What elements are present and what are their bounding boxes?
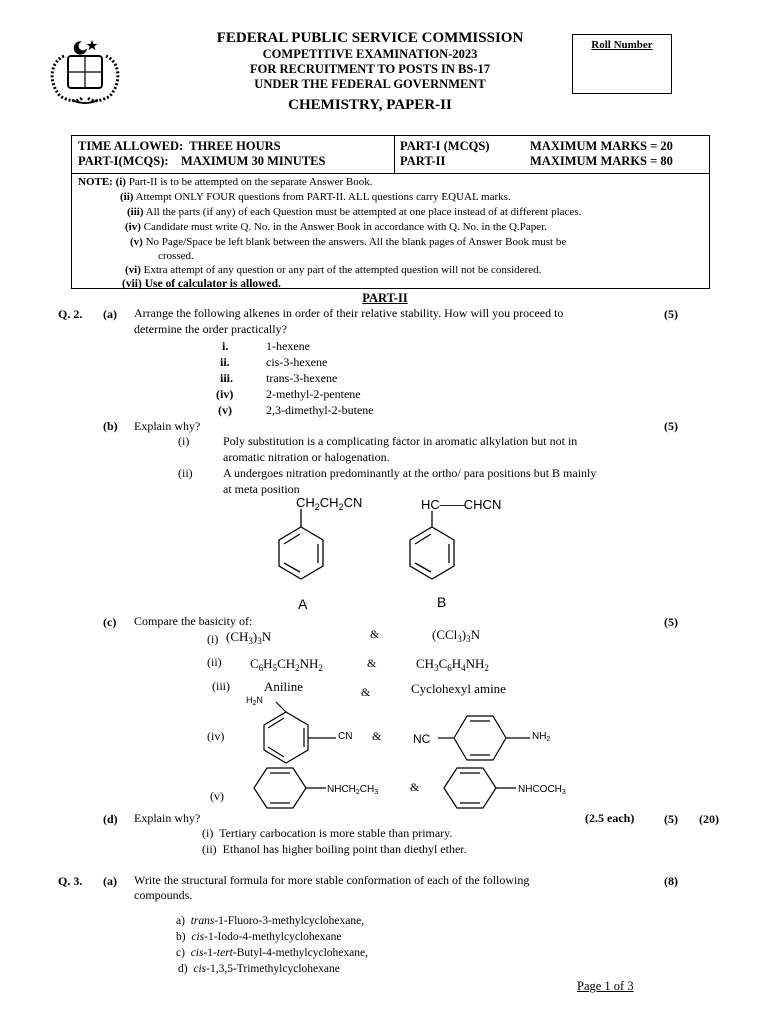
q2d-marks: (5)	[664, 812, 678, 826]
q2c-v-num: (v)	[210, 789, 224, 803]
ampersand: &	[372, 729, 382, 743]
struct-a-substituent: $CH_2CH_2CN$	[296, 495, 363, 512]
roll-number-label: Roll Number	[591, 39, 653, 51]
time-allowed: TIME ALLOWED: THREE HOURS	[78, 139, 281, 153]
q3a-text-2: compounds.	[134, 888, 193, 902]
q2-total-marks: (20)	[699, 812, 719, 826]
q3-item-c: c) cis-1-tert-Butyl-4-methylcyclohexane,	[176, 947, 368, 959]
q2a-text-2: determine the order practically?	[134, 322, 287, 336]
note-4: (iv) Candidate must write Q. No. in the Answer Book in accordance with Q. No. in the Q.Paper.	[125, 221, 547, 233]
ampersand: &	[410, 780, 420, 794]
q2-number: Q. 2.	[58, 307, 83, 321]
ampersand: &	[367, 656, 377, 670]
q2c-iii-num: (iii)	[212, 679, 230, 693]
q2b-marks: (5)	[664, 419, 678, 433]
note-7: (vii) Use of calculator is allowed.	[122, 278, 281, 290]
q2b-label: (b)	[103, 419, 118, 433]
q2c-marks: (5)	[664, 615, 678, 629]
q2c-i-num: (i)	[207, 632, 219, 646]
ampersand: &	[361, 685, 371, 699]
label-nhcoch3: $NHCOCH_3$	[518, 784, 566, 796]
note-3: (iii) All the parts (if any) of each Question must be attempted at one place instead of at different places.	[127, 206, 582, 218]
q3a-text-1: Write the structural formula for more stable conformation of each of the following	[134, 873, 530, 887]
label-nhch2ch3: $NHCH_2CH_3$	[327, 784, 379, 796]
q2b-ii-text-1: A undergoes nitration predominantly at the ortho/ para positions but B mainly	[223, 466, 597, 480]
c-ii-b: $CH_3C_6H_4NH_2$	[416, 656, 489, 673]
q2a-label: (a)	[103, 307, 117, 321]
note-2: (ii) Attempt ONLY FOUR questions from PART-II. ALL questions carry EQUAL marks.	[120, 191, 511, 203]
instructions-box	[71, 135, 710, 289]
struct-a-label: A	[298, 596, 308, 612]
q3a-marks: (8)	[664, 874, 678, 888]
part-ii-title: PART-II	[362, 291, 408, 305]
q2b-ii-text-2: at meta position	[223, 482, 300, 496]
exam-title: COMPETITIVE EXAMINATION-2023	[262, 47, 478, 61]
aromatic-amine-structures	[240, 690, 580, 820]
q2c-text: Compare the basicity of:	[134, 614, 253, 628]
c-ii-a: $C_6H_5CH_2NH_2$	[250, 656, 323, 673]
q2c-ii-num: (ii)	[207, 655, 222, 669]
ampersand: &	[370, 627, 380, 641]
struct-b-substituent: HC——CHCN	[421, 497, 502, 512]
note-5: (v) No Page/Space be left blank between the answers. All the blank pages of Answer Book must be	[130, 236, 567, 248]
q2c-label: (c)	[103, 615, 117, 629]
q2a-text-1: Arrange the following alkenes in order of their relative stability. How will you proceed to	[134, 306, 564, 320]
c-i-b: $(CCl_3)_3N$	[432, 627, 481, 644]
q3-number: Q. 3.	[58, 874, 83, 888]
q2b-ii-num: (ii)	[178, 466, 193, 480]
part2-marks: MAXIMUM MARKS = 80	[530, 154, 673, 168]
recruitment-line: FOR RECRUITMENT TO POSTS IN BS-17	[250, 62, 490, 76]
note-6: (vi) Extra attempt of any question or any part of the attempted question will not be considered.	[125, 264, 542, 276]
fpsc-emblem	[42, 36, 128, 108]
page-number: Page 1 of 3	[577, 979, 634, 993]
q2d-each: (2.5 each)	[585, 811, 635, 825]
commission-title: FEDERAL PUBLIC SERVICE COMMISSION	[216, 30, 524, 46]
q2b-i-text-1: Poly substitution is a complicating factor in aromatic alkylation but not in	[223, 434, 578, 448]
label-cn: CN	[338, 731, 353, 742]
note-5-cont: crossed.	[158, 250, 194, 262]
label-nc: NC	[413, 732, 431, 746]
q2b-i-num: (i)	[178, 434, 190, 448]
q2d-ii: (ii) Ethanol has higher boiling point than diethyl ether.	[202, 842, 467, 856]
benzene-structures	[260, 505, 480, 605]
c-iii-b: Cyclohexyl amine	[411, 681, 506, 696]
q2b-text: Explain why?	[134, 419, 201, 433]
part1-marks: MAXIMUM MARKS = 20	[530, 139, 673, 153]
struct-b-label: B	[437, 594, 447, 610]
q2d-i: (i) Tertiary carbocation is more stable than primary.	[202, 826, 453, 840]
label-nh2: $NH_2$	[532, 731, 551, 743]
q2b-i-text-2: aromatic nitration or halogenation.	[223, 450, 390, 464]
c-iii-a: Aniline	[264, 679, 303, 694]
roll-number-box[interactable]	[572, 34, 672, 94]
q2a-marks: (5)	[664, 307, 678, 321]
part2-label: PART-II	[400, 154, 446, 168]
subject-title: CHEMISTRY, PAPER-II	[288, 97, 452, 113]
government-line: UNDER THE FEDERAL GOVERNMENT	[254, 77, 486, 91]
part1-time: PART-I(MCQS): MAXIMUM 30 MINUTES	[78, 154, 326, 168]
label-h2n: $H_2N$	[246, 695, 263, 707]
q2d-label: (d)	[103, 812, 118, 826]
q3-item-d: d) cis-1,3,5-Trimethylcyclohexane	[178, 963, 340, 975]
q2c-iv-num: (iv)	[207, 729, 225, 743]
q2d-text: Explain why?	[134, 811, 201, 825]
q3a-label: (a)	[103, 874, 117, 888]
q3-item-a: a) trans-1-Fluoro-3-methylcyclohexane,	[176, 915, 365, 927]
q3-item-b: b) cis-1-Iodo-4-methylcyclohexane	[176, 931, 342, 943]
note-1: NOTE: (i) Part-II is to be attempted on the separate Answer Book.	[78, 176, 373, 188]
part1-label: PART-I (MCQS)	[400, 139, 490, 153]
c-i-a: $(CH_3)_3N$	[226, 629, 272, 646]
